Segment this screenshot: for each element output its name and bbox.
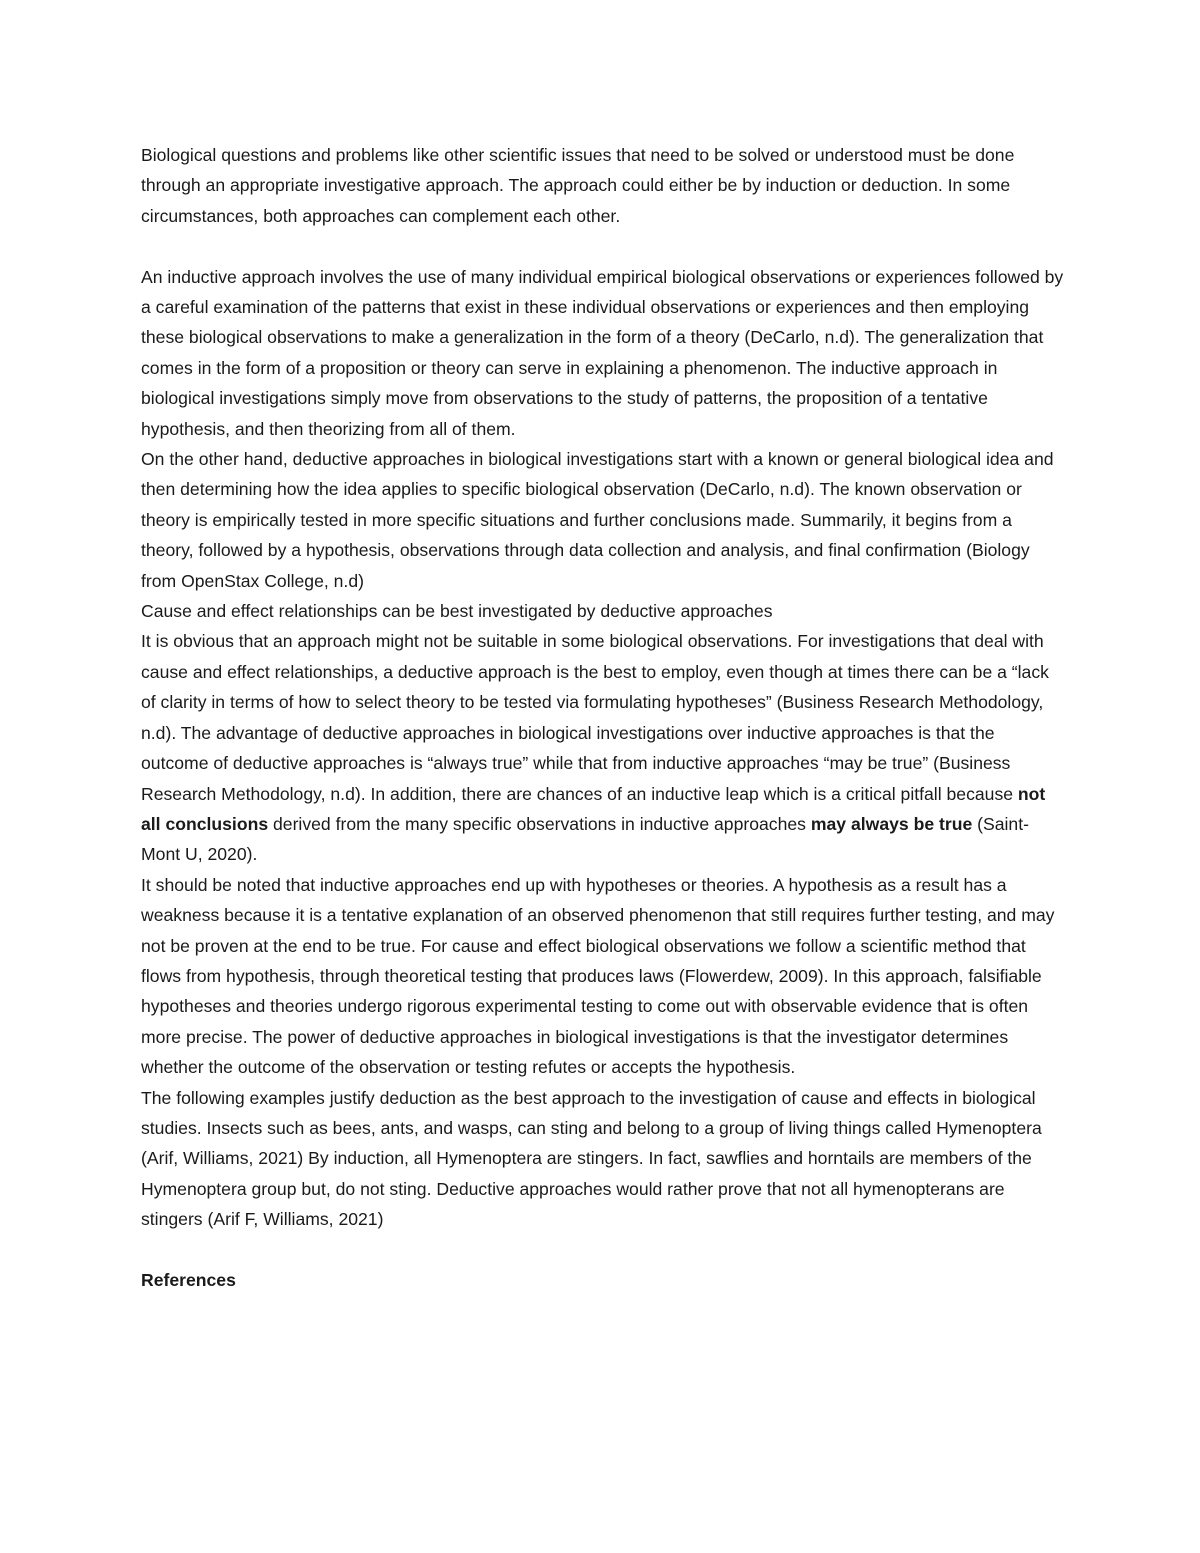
- paragraph-spacer: [141, 231, 1066, 261]
- bold-text-run: not all conclusions: [141, 783, 1046, 834]
- references-heading: References: [141, 1270, 236, 1290]
- paragraph-spacer: [141, 1235, 1066, 1265]
- paragraph-examples: The following examples justify deduction as the best approach to the investigation of cause and effects in biological studies. Insects such as bees, ants, and wasps, can sting and belong to a group of living things called Hymenoptera (Arif, Williams, 2021) By induction, all Hymenoptera are stingers. In fact, sawflies and horntails are members of the Hymenoptera group but, do not sting. Deductive approaches would rather prove that not all hymenopterans are stingers (Arif F, Williams, 2021): [141, 1087, 1042, 1230]
- text-run: (Saint-Mont U, 2020).: [141, 813, 1029, 865]
- text-run: derived from the many specific observations in inductive approaches: [268, 813, 811, 834]
- paragraph-hypothesis-weakness: It should be noted that inductive approaches end up with hypotheses or theories. A hypothesis as a result has a weakness because it is a tentative explanation of an observed phenomenon that still requires further testing, and may not be proven at the end to be true. For cause and effect biological observations we follow a scientific method that flows from hypothesis, through theoretical testing that produces laws (Flowerdew, 2009). In this approach, falsifiable hypotheses and theories undergo rigorous experimental testing to come out with observable evidence that is often more precise. The power of deductive approaches in biological investigations is that the investigator determines whether the outcome of the observation or testing refutes or accepts the hypothesis.: [141, 874, 1055, 1078]
- bold-text-run: may always be true: [810, 813, 973, 834]
- paragraph-inductive: An inductive approach involves the use of many individual empirical biological observations or experiences followed by a careful examination of the patterns that exist in these individual observations or experiences and then employing these biological observations to make a generalization in the form of a theory (DeCarlo, n.d). The generalization that comes in the form of a proposition or theory can serve in explaining a phenomenon. The inductive approach in biological investigations simply move from observations to the study of patterns, the proposition of a tentative hypothesis, and then theorizing from all of them.: [141, 266, 1064, 439]
- paragraph-approach-suitability: [141, 626, 1066, 869]
- document-body: [141, 140, 1066, 1295]
- text-run: It is obvious that an approach might not be suitable in some biological observations. For investigations that deal with cause and effect relationships, a deductive approach is the best to employ, even though at times there can be a “lack of clarity in terms of how to select theory to be tested via formulating hypotheses” (Business Research Methodology, n.d). The advantage of deductive approaches in biological investigations over inductive approaches is that the outcome of deductive approaches is “always true” while that from inductive approaches “may be true” (Business Research Methodology, n.d). In addition, there are chances of an inductive leap which is a critical pitfall because: [141, 631, 1049, 804]
- paragraph-intro: Biological questions and problems like other scientific issues that need to be solved or understood must be done through an appropriate investigative approach. The approach could either be by induction or deduction. In some circumstances, both approaches can complement each other.: [141, 145, 1015, 226]
- paragraph-deductive: On the other hand, deductive approaches in biological investigations start with a known or general biological idea and then determining how the idea applies to specific biological observation (DeCarlo, n.d). The known observation or theory is empirically tested in more specific situations and further conclusions made. Summarily, it begins from a theory, followed by a hypothesis, observations through data collection and analysis, and final confirmation (Biology from OpenStax College, n.d): [141, 449, 1054, 591]
- paragraph-cause-effect-heading: Cause and effect relationships can be best investigated by deductive approaches: [141, 601, 773, 622]
